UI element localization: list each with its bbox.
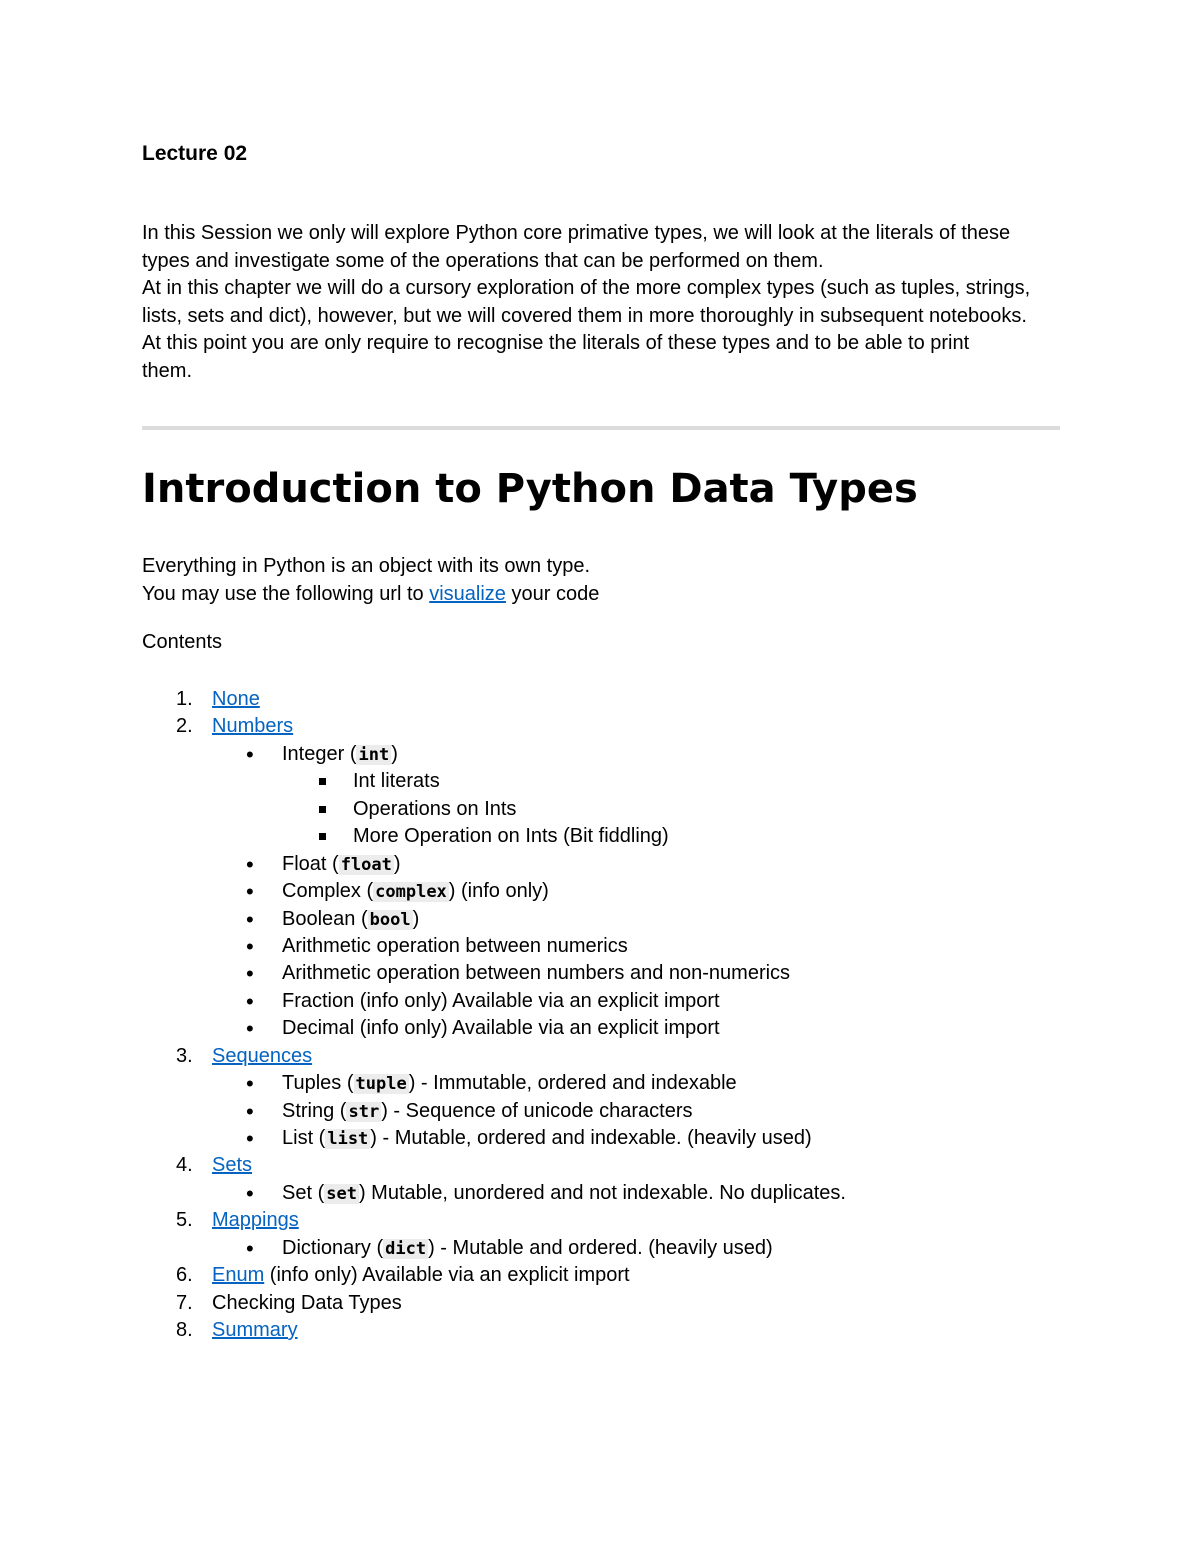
bullet-icon: • xyxy=(246,1180,254,1206)
toc-subitem-text: Fraction (info only) Available via an explicit import xyxy=(282,989,720,1012)
code-tuple: tuple xyxy=(355,1074,407,1095)
toc-item-text: Enum (info only) Available via an explicit import xyxy=(212,1264,630,1287)
toc-number: 1. xyxy=(176,688,193,710)
visualize-link[interactable]: visualize xyxy=(429,583,506,605)
bullet-icon: • xyxy=(246,961,254,987)
toc-link-summary[interactable]: Summary xyxy=(212,1319,298,1342)
description-line-2 xyxy=(142,580,599,608)
bullet-icon: • xyxy=(246,933,254,959)
toc-subitem-text: List ( list ) - Mutable, ordered and indexable. (heavily used) xyxy=(282,1127,812,1149)
code-dict: dict xyxy=(385,1238,427,1259)
intro-line: them. xyxy=(142,359,193,382)
code-set: set xyxy=(326,1183,357,1204)
toc-link-sets[interactable]: Sets xyxy=(212,1154,253,1177)
bullet-icon: • xyxy=(246,1098,254,1124)
toc-subitem-text: Arithmetic operation between numbers and non-numerics xyxy=(282,962,791,985)
toc-number: 8. xyxy=(176,1319,193,1342)
toc-link-numbers[interactable]: Numbers xyxy=(212,715,294,738)
toc-subitem-text: Integer ( int ) xyxy=(282,742,398,765)
intro-line: At this point you are only require to recognise the literals of these types and to be able to print xyxy=(142,332,970,354)
toc-subitem-text: Decimal (info only) Available via an explicit import xyxy=(282,1017,720,1040)
code-complex: complex xyxy=(375,882,447,903)
intro-line: types and investigate some of the operations that can be performed on them. xyxy=(142,249,824,272)
bullet-icon: • xyxy=(246,851,254,877)
toc-subitem-text: Dictionary ( dict ) - Mutable and ordered. (heavily used) xyxy=(282,1236,773,1259)
toc-subitem-text: Set ( set ) Mutable, unordered and not indexable. No duplicates. xyxy=(282,1181,846,1204)
square-bullet-icon xyxy=(319,778,326,785)
toc-subsubitem-text: More Operation on Ints (Bit fiddling) xyxy=(353,825,669,848)
toc-subsubitem-text: Int literats xyxy=(353,770,440,793)
bullet-icon: • xyxy=(246,1071,254,1097)
toc-subitem-text: Float ( float ) xyxy=(282,852,401,875)
toc-number: 2. xyxy=(176,715,193,738)
intro-line: At in this chapter we will do a cursory exploration of the more complex types (such as tuples, strings, xyxy=(142,277,1031,299)
toc-number: 4. xyxy=(176,1154,193,1177)
code-float: float xyxy=(340,854,392,875)
toc-number: 5. xyxy=(176,1209,193,1232)
code-list: list xyxy=(327,1129,369,1149)
toc-number: 7. xyxy=(176,1291,193,1314)
toc-subitem-text: Tuples ( tuple ) - Immutable, ordered and indexable xyxy=(282,1072,737,1095)
bullet-icon: • xyxy=(246,906,254,932)
toc-subsubitem-text: Operations on Ints xyxy=(353,797,517,820)
toc-subitem-text: Boolean ( bool ) xyxy=(282,907,420,930)
toc-subitem-text: Arithmetic operation between numerics xyxy=(282,934,628,957)
bullet-icon: • xyxy=(246,879,254,905)
toc-link-sequences[interactable]: Sequences xyxy=(212,1044,313,1067)
description-line-1: Everything in Python is an object with its own type. xyxy=(142,555,591,577)
lecture-heading: Lecture 02 xyxy=(142,142,248,165)
bullet-icon: • xyxy=(246,988,254,1014)
bullet-icon: • xyxy=(246,1126,254,1151)
toc-subitem-text: String ( str ) - Sequence of unicode characters xyxy=(282,1099,693,1122)
intro-line: lists, sets and dict), however, but we will covered them in more thoroughly in subsequent notebooks. xyxy=(142,304,1027,327)
horizontal-rule xyxy=(142,426,1060,430)
toc-item-checking-data-types: Checking Data Types xyxy=(212,1291,402,1314)
description-text: your code xyxy=(505,583,600,605)
square-bullet-icon xyxy=(319,833,326,840)
toc-number: 3. xyxy=(176,1044,193,1067)
bullet-icon: • xyxy=(246,1235,254,1261)
bullet-icon: • xyxy=(246,1016,254,1042)
bullet-icon: • xyxy=(246,741,254,767)
description-text: You may use the following url to xyxy=(142,583,430,605)
description xyxy=(142,552,599,608)
toc-subitem-text: Complex ( complex ) (info only) xyxy=(282,880,549,903)
code-int: int xyxy=(358,744,390,765)
code-bool: bool xyxy=(369,909,411,930)
contents-label: Contents xyxy=(142,631,223,653)
intro-line: In this Session we only will explore Python core primative types, we will look at the literals of these xyxy=(142,222,1011,244)
square-bullet-icon xyxy=(319,806,326,813)
code-str: str xyxy=(348,1101,380,1122)
intro-paragraph xyxy=(142,220,1060,385)
toc-link-mappings[interactable]: Mappings xyxy=(212,1209,299,1232)
toc-number: 6. xyxy=(176,1264,193,1287)
page-title: Introduction to Python Data Types xyxy=(142,466,918,512)
toc-link-none[interactable]: None xyxy=(212,688,260,710)
toc-link-enum[interactable]: Enum xyxy=(212,1264,265,1287)
